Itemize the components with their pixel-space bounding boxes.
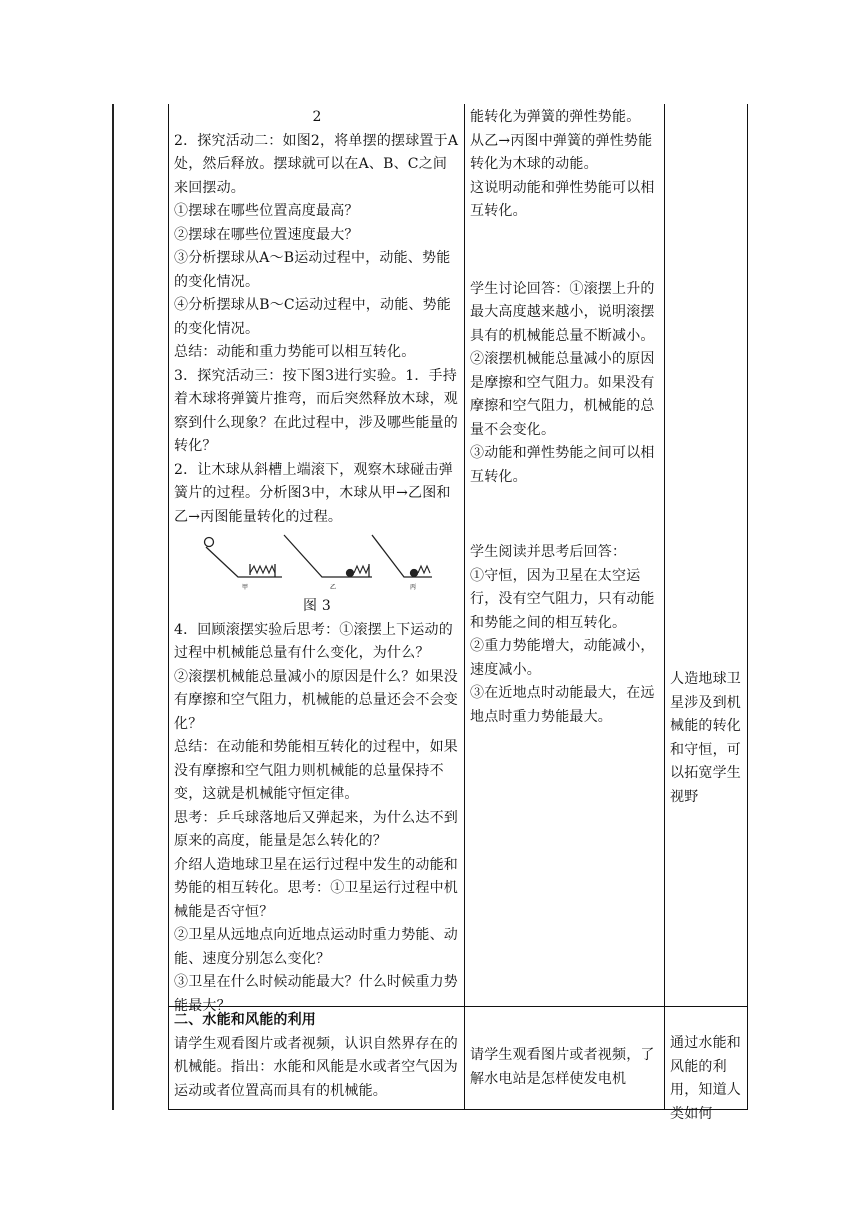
activity-three-text: 3．探究活动三：按下图3进行实验。1．手持着木球将弹簧片推弯，而后突然释放木球，观察到什么现象？在此过程中，涉及哪些能量的转化？ xyxy=(174,367,458,454)
design-intent-text: 人造地球卫星涉及到机械能的转化和守恒，可以拓宽学生视野 xyxy=(670,671,741,805)
student-answer-line: 从乙→丙图中弹簧的弹性势能转化为木球的动能。 xyxy=(470,132,653,172)
question-2: ②摆球在哪些位置速度最大？ xyxy=(174,226,359,243)
student-reading-answer: 学生阅读并思考后回答： xyxy=(470,544,627,560)
student-discussion-answer: 学生讨论回答：①滚摆上升的最大高度越来越小，说明滚摆具有的机械能总量不断减小。 xyxy=(470,280,655,344)
summary-1: 总结：动能和重力势能可以相互转化。 xyxy=(174,344,416,360)
student-reading-answer: ③在近地点时动能最大，在远地点时重力势能最大。 xyxy=(470,685,655,725)
section-two-student-cell xyxy=(470,1044,660,1091)
satellite-question-3: ③卫星在什么时候动能最大？什么时候重力势能最大？ xyxy=(174,974,458,1014)
section-two-heading: 二、水能和风能的利用 xyxy=(174,1012,316,1028)
student-discussion-answer: ③动能和弹性势能之间可以相互转化。 xyxy=(470,445,655,485)
section-two-cell xyxy=(174,1009,460,1103)
column-divider-2 xyxy=(664,104,665,1110)
lesson-table xyxy=(168,104,748,1122)
margin-rule xyxy=(112,104,114,1110)
figure-2-number: 2 xyxy=(312,109,322,125)
section-two-text: 请学生观看图片或者视频，认识自然界存在的机械能。指出：水能和风能是水或者空气因为运动或者位置高而具有的机械能。 xyxy=(174,1035,458,1099)
student-answer-line: 能转化为弹簧的弹性势能。 xyxy=(470,109,641,125)
student-answer-line: 这说明动能和弹性势能可以相互转化。 xyxy=(470,179,655,219)
table-border-bottom xyxy=(168,1109,748,1110)
table-border-left xyxy=(168,104,169,1110)
student-discussion-answer: ②滚摆机械能总量减小的原因是摩擦和空气阻力。如果没有摩擦和空气阻力，机械能的总量不会变化。 xyxy=(470,351,655,438)
design-intent-cell xyxy=(670,668,746,809)
student-activity-cell xyxy=(470,106,660,729)
question-4: ④分析摆球从B～C运动过程中，动能、势能的变化情况。 xyxy=(174,297,451,337)
satellite-intro: 介绍人造地球卫星在运行过程中发生的动能和势能的相互转化。思考：①卫星运行过程中机械能是否守恒？ xyxy=(174,856,458,920)
activity-three-step2: 2．让木球从斜槽上端滚下，观察木球碰击弹簧片的过程。分析图3中，木球从甲→乙图和乙→丙图能量转化的过程。 xyxy=(174,461,453,525)
section-two-student-text: 请学生观看图片或者视频，了解水电站是怎样使发电机 xyxy=(470,1047,655,1087)
question-1: ①摆球在哪些位置高度最高？ xyxy=(174,203,359,219)
spring xyxy=(250,566,275,573)
activity-two-text: 2．探究活动二：如图2，将单摆的摆球置于A处，然后释放。摆球就可以在A、B、C之间来回摆动。 xyxy=(174,132,459,196)
satellite-question-2: ②卫星从远地点向近地点运动时重力势能、动能、速度分别怎么变化？ xyxy=(174,927,458,967)
section-two-intent-cell xyxy=(670,1032,746,1126)
label-jia: 甲 xyxy=(242,584,249,591)
reflect-question-1: 4．回顾滚摆实验后思考：①滚摆上下运动的过程中机械能总量有什么变化，为什么？ xyxy=(174,621,453,661)
table-border-right xyxy=(747,104,748,1110)
teacher-activity-cell xyxy=(174,106,460,1018)
reflect-question-2: ②滚摆机械能总量减小的原因是什么？如果没有摩擦和空气阻力，机械能的总量还会不会变化？ xyxy=(174,668,458,732)
figure-3-caption: 图 3 xyxy=(303,598,331,614)
figure-3-diagram xyxy=(202,533,432,591)
question-3: ③分析摆球从A～B运动过程中，动能、势能的变化情况。 xyxy=(174,250,451,290)
section-two-intent-text: 通过水能和风能的利用，知道人类如何 xyxy=(670,1035,741,1122)
column-divider-1 xyxy=(464,104,465,1110)
student-reading-answer: ①守恒，因为卫星在太空运行，没有空气阻力，只有动能和势能之间的相互转化。 xyxy=(470,567,655,631)
wood-ball xyxy=(205,538,214,547)
think-pingpong: 思考：乒乓球落地后又弹起来，为什么达不到原来的高度，能量是怎么转化的？ xyxy=(174,809,458,849)
student-reading-answer: ②重力势能增大，动能减小，速度减小。 xyxy=(470,638,655,678)
label-bing: 丙 xyxy=(410,584,417,591)
summary-2: 总结：在动能和势能相互转化的过程中，如果没有摩擦和空气阻力则机械能的总量保持不变，这就是机械能守恒定律。 xyxy=(174,739,458,802)
label-yi: 乙 xyxy=(330,584,337,591)
